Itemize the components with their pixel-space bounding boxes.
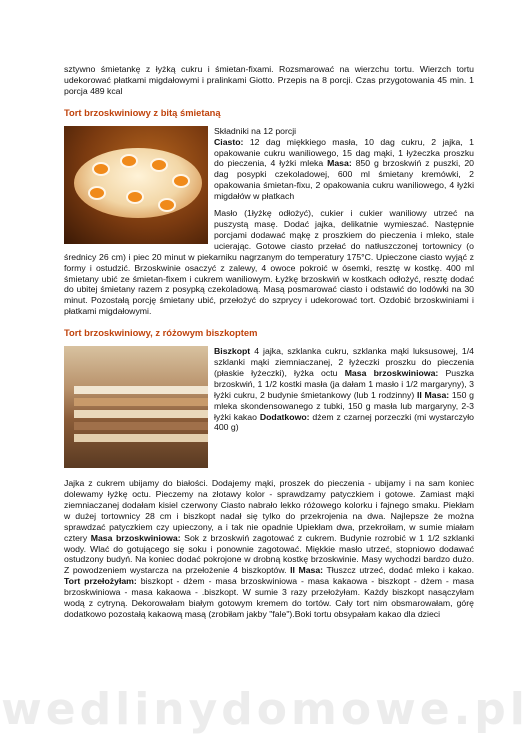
cake-sponge-layer xyxy=(74,398,208,406)
recipe1-method: Masło (1łyżkę odłożyć), cukier i cukier waniliowy utrzeć na puszystą masę. Dodać jajka, delikatnie wymieszać. Następnie porcjami dodawać mąkę z proszkiem do pieczenia i mleko, stale ucierając. Gotowe ciasto przełać do natłuszczonej tortownicy (o średnicy 26 cm) i piec 20 minut w piekarniku nagrzanym do temperatury 175°C. Upieczone ciasto wyjąć z formy i ostudzić. Brzoskwinie osaczyć z zalewy, 4 owoce pokroić w ósemki, resztę w kostkę. 400 ml śmietany ubić ze śmietan-fixem i cukrem waniliowym. Łyżkę brzoskwiń w kostkach odłożyć, resztę dodać do ubitej śmietany razem z posypką czekoladową. Masą posmarować ciasto i odstawić do lodówki na 30 minut. Pozostałą porcję śmietany ubić, przełożyć do szprycy i udekorować tort. Ozdobić brzoskwiniami i płatkami migdałowymi. xyxy=(64,208,474,317)
method-part-2: Sok z brzoskwiń zagotować z cukrem. Budynie rozrobić w 1 1/2 szklanki wody. Wlać do gotującego się soku i ponownie zagotować. Miękkie masło utrzeć, stopniowo dodawać ostudzony budyń. Na koniec dodać pokrojone w drobną kostkę brzoskwinie. Masy wychodzi bardzo dużo. Z powodzeniem wystarcza na przełożenie 4 biszkoptów. xyxy=(64,532,474,576)
recipe1-title: Tort brzoskwiniowy z bitą śmietaną xyxy=(64,106,221,118)
masa-text: 850 g brzoskwiń z puszki, 20 dag posypki czekoladowej, 600 ml śmietany kremówki, 2 opakowania śmietan-fixu, 2 opakowania cukru waniliowego, 4 łyżki migdałów w płatkach xyxy=(214,158,474,202)
peach-decoration xyxy=(128,192,142,202)
masa-brzoskwiniowa-label: Masa brzoskwiniowa: xyxy=(344,367,439,378)
masa-brzoskwiniowa-text: Puszka brzoskwiń, 1 1/2 kostki masła (ja dałam 1 masło i 1/2 margaryny), 3 łyżki cukru, 2 budynie śmietankowy (lub 1 rodzinny) xyxy=(214,367,475,400)
peach-decoration xyxy=(152,160,166,170)
intro-paragraph: sztywno śmietankę z łyżką cukru i śmietan-fixami. Rozsmarować na wierzchu tortu. Wierzch tortu udekorować płatkami migdałowymi i pralinkami Giotto. Przepis na 8 porcji. Czas przygotowania 45 min. 1 porcja 489 kcal xyxy=(64,64,474,96)
recipe1-servings: Składniki na 12 porcji xyxy=(214,125,297,136)
method-label-masa-brzoskwiniowa: Masa brzoskwiniowa: xyxy=(90,532,181,543)
cake-photo-2 xyxy=(64,346,208,468)
cake-cream-layer xyxy=(74,434,208,442)
peach-decoration xyxy=(90,188,104,198)
cake-cream-layer xyxy=(74,410,208,418)
method-part-4: biszkopt - dżem - masa brzoskwiniowa - masa kakaowa - biszkopt - dżem - masa brzoskwiniowa - masa kakaowa - .biszkopt. W sumie 3 razy przełożyłam. Każdy biszkopt nasączyłam wodą z cytryną. Dekorowałam białym gotowym kremem do tortów. Cały tort nim obsmarowałam, górę dodatkowo pozostałą kakaową masą (zrobiłam jakby "fale").Boki tortu obsypałam kakao dla dzieci xyxy=(64,576,474,619)
recipe2-title: Tort brzoskwiniowy, z różowym biszkoptem xyxy=(64,327,258,339)
peach-decoration xyxy=(160,200,174,210)
method-label-tort: Tort przełożyłam: xyxy=(64,576,137,587)
method-part-1: Jajka z cukrem ubijamy do białości. Dodajemy mąki, proszek do pieczenia - ubijamy i na sam koniec dolewamy łyżkę octu. Pieczemy na złotawy kolor - sprawdzamy patyczkiem i gotowe. Zamiast mąki ziemniaczanej dodałam kisiel czerwony Ciasto nabrało lekko różowego kolorku i fajnego smaku. Piekłam w dużej tortownicy 28 cm i biszkopt nadał się tylko do przekrojenia na dwa. Najlepsze że można sprawdzać patyczkiem czy upieczony, a i tak nie opadnie Upiekłam dwa, przekroiłam, w sumie miałam cztery xyxy=(64,478,474,543)
cake-cream-layer xyxy=(74,386,208,394)
masa-label: Masa: xyxy=(327,158,352,169)
peach-decoration xyxy=(174,176,188,186)
watermark: wedlinydomowe.pl xyxy=(1,684,529,735)
biszkopt-label: Biszkopt xyxy=(214,346,251,357)
peach-decoration xyxy=(122,156,136,166)
masa-2-label: II Masa: xyxy=(416,389,450,400)
peach-decoration xyxy=(94,164,108,174)
biszkopt-text: 4 jajka, szklanka cukru, szklanka mąki luksusowej, 1/4 szklanki mąki ziemniaczanej, 2 łyżeczki proszku do pieczenia (płaskie łyżeczki), łyżka octu xyxy=(214,346,474,378)
ciasto-text: 12 dag miękkiego masła, 10 dag cukru, 2 jajka, 1 opakowanie cukru waniliowego, 15 dag mąki, 1 łyżeczka proszku do pieczenia, 4 łyżki mleka xyxy=(214,136,474,169)
document-page xyxy=(64,64,474,620)
masa-2-text: 150 g mleka skondensowanego z tubki, 150 g masła lub margaryny, 2-3 łyżki kakao xyxy=(214,389,474,422)
ciasto-label: Ciasto: xyxy=(214,136,244,147)
dodatkowo-text: dżem z czarnej porzeczki (mi wystarczyło 400 g) xyxy=(214,411,474,433)
method-part-3: Tłuszcz utrzeć, dodać mleko i kakao. xyxy=(323,565,474,576)
recipe2-method xyxy=(64,478,474,620)
dodatkowo-label: Dodatkowo: xyxy=(259,411,310,422)
cake-photo-1 xyxy=(64,126,208,244)
method-label-masa-2: II Masa: xyxy=(290,565,324,576)
cake-sponge-layer xyxy=(74,422,208,430)
